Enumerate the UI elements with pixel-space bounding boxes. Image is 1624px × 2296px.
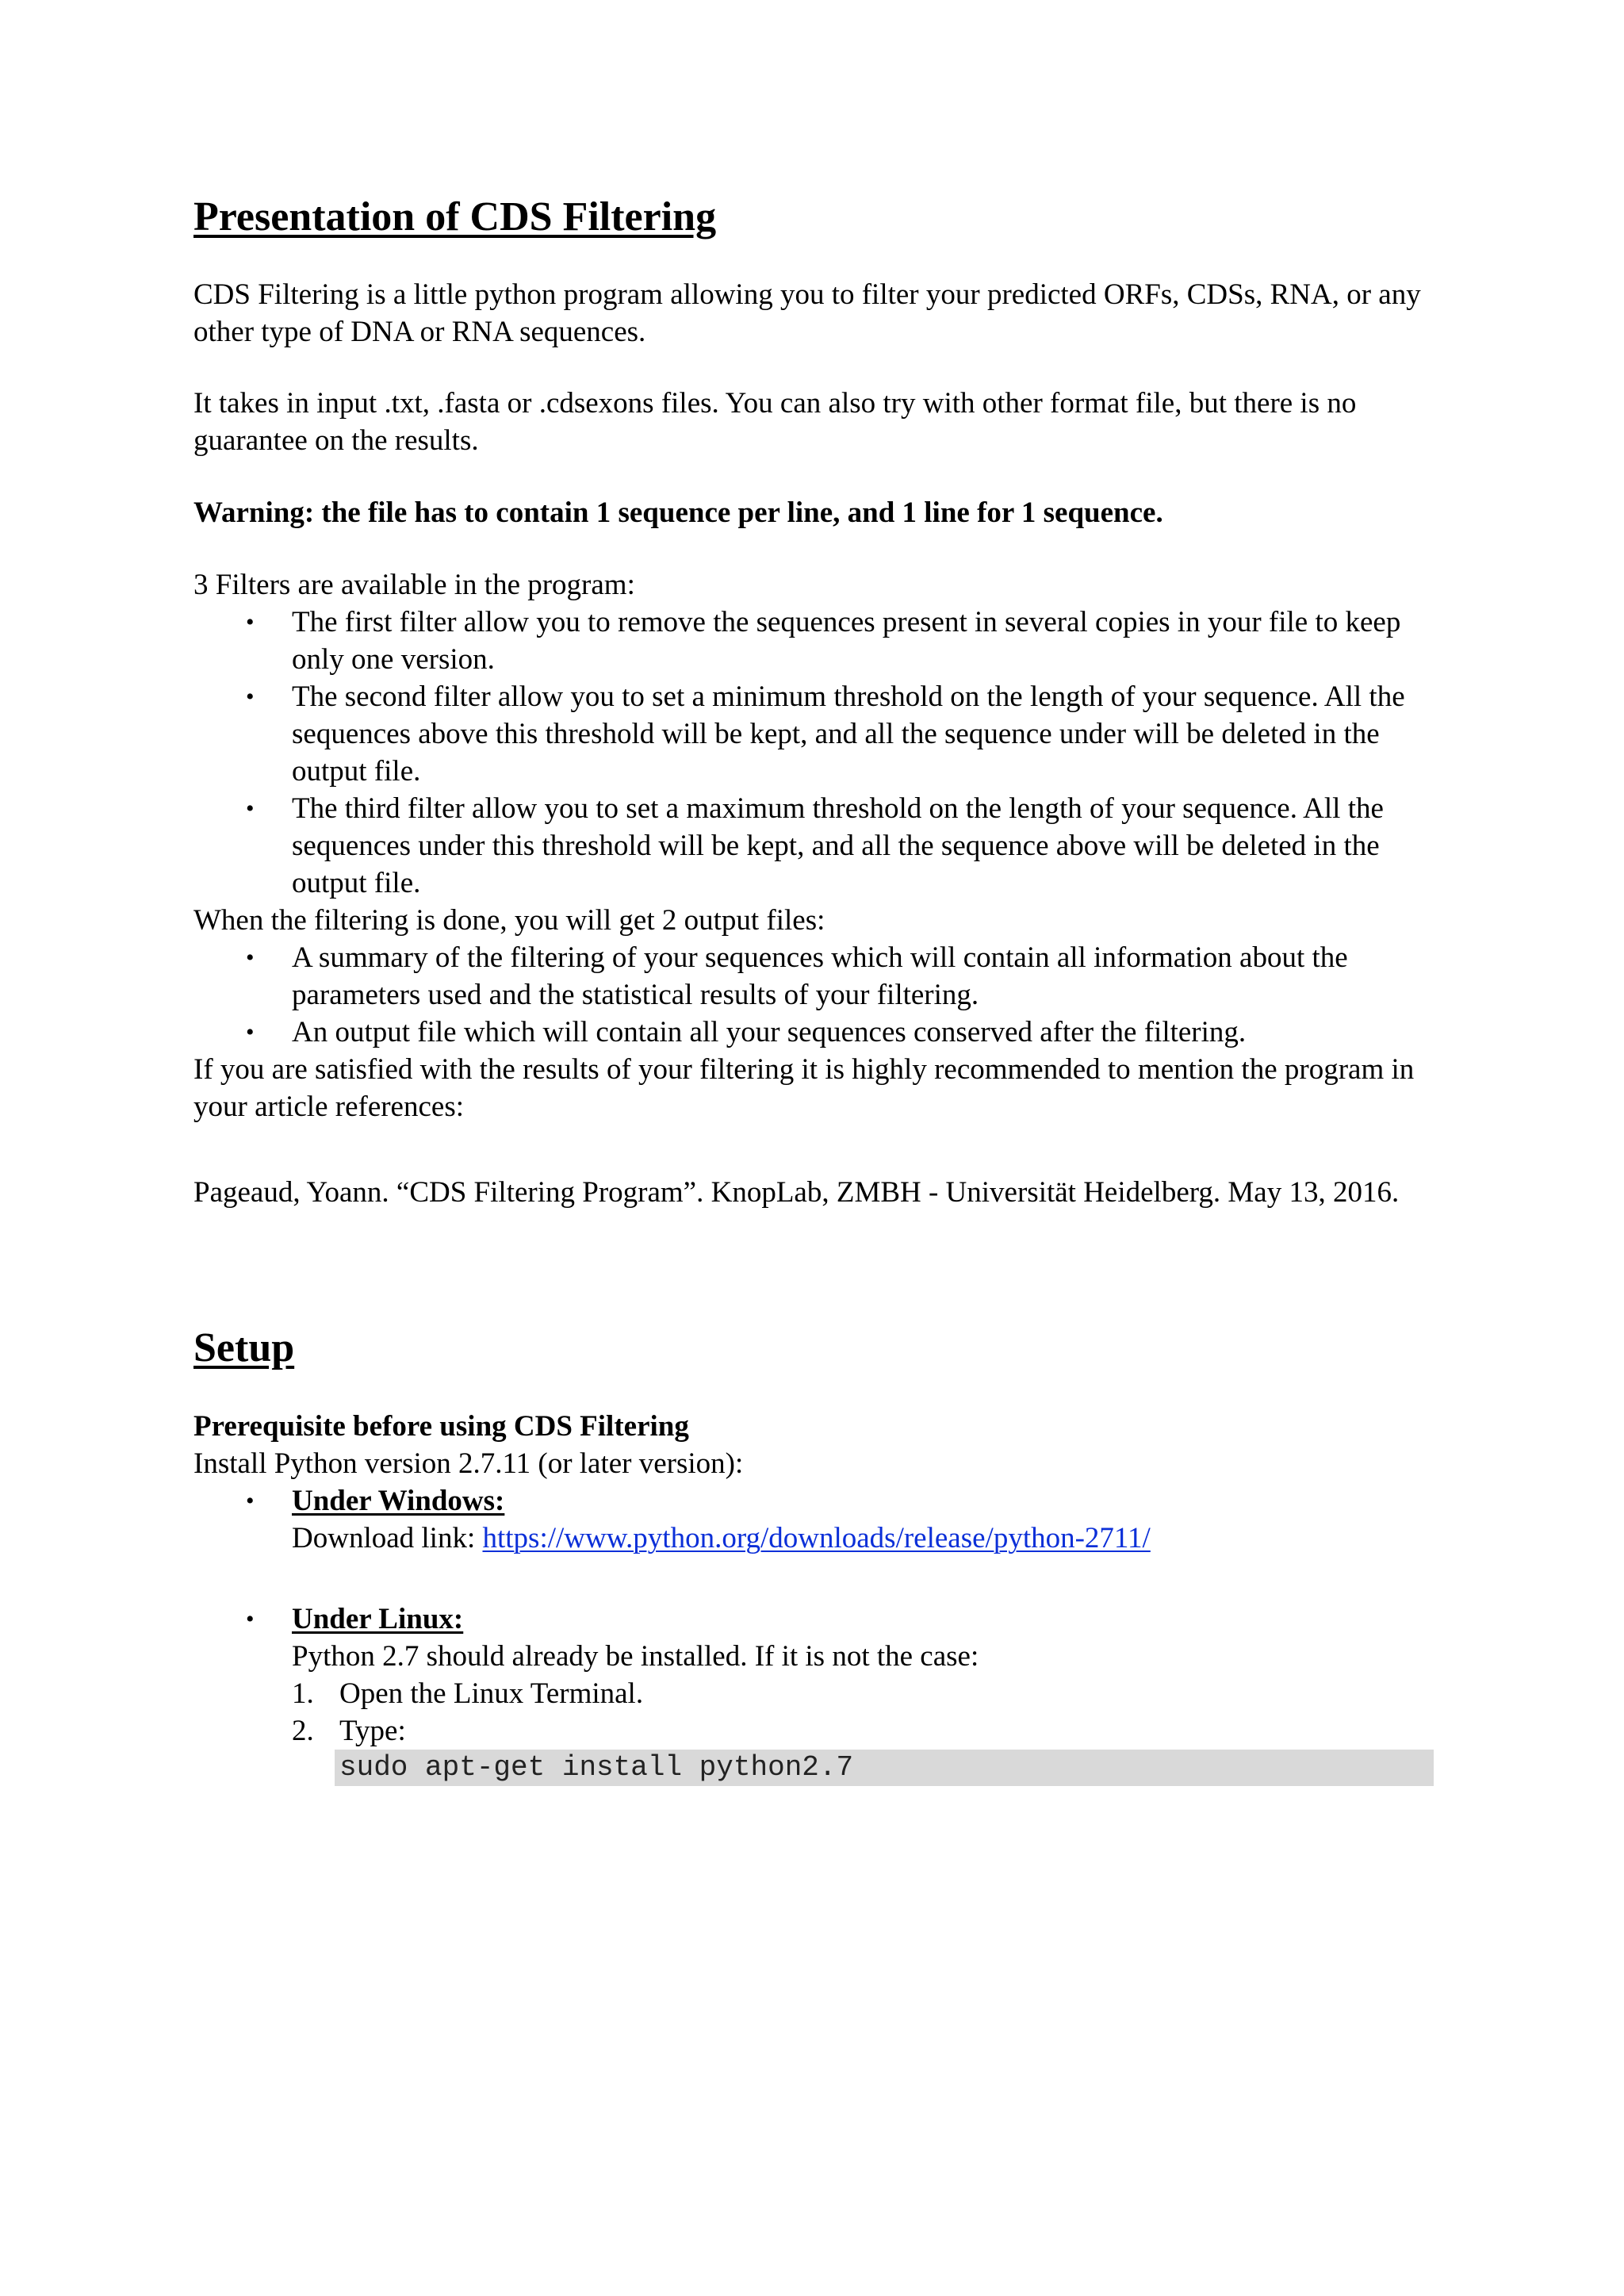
presentation-heading: Presentation of CDS Filtering: [193, 194, 717, 240]
os-list-linux: [193, 1600, 1446, 1786]
filter-item-text: The first filter allow you to remove the sequences present in several copies in your file to keep only one version.: [292, 606, 1401, 676]
step-number: 2.: [292, 1715, 314, 1747]
list-item-linux: [193, 1600, 1446, 1786]
list-item: [193, 678, 1446, 790]
list-item: [193, 1014, 1446, 1051]
warning-text: Warning: the file has to contain 1 sequence per line, and 1 line for 1 sequence.: [193, 496, 1163, 529]
download-prefix: Download link:: [292, 1522, 483, 1554]
bullet-icon: •: [246, 1019, 255, 1045]
citation-block: [193, 1174, 1446, 1211]
filters-block: [193, 566, 1446, 1125]
presentation-section: [193, 194, 1446, 241]
bullet-icon: •: [246, 1606, 255, 1632]
outputs-list: [193, 939, 1446, 1051]
python-download-link[interactable]: https://www.python.org/downloads/release/python-2711/: [482, 1522, 1151, 1554]
bullet-icon: •: [246, 1488, 255, 1514]
filter-item-text: The third filter allow you to set a maximum threshold on the length of your sequence. All the sequences under this threshold will be kept, and all the sequence above will be deleted in the output file.: [292, 792, 1384, 899]
bullet-icon: •: [246, 795, 255, 822]
filters-intro: 3 Filters are available in the program:: [193, 569, 635, 601]
linux-step: [292, 1675, 1446, 1712]
filter-item-text: The second filter allow you to set a minimum threshold on the length of your sequence. All the sequences above this threshold will be kept, and all the sequence under will be deleted in the output file.: [292, 680, 1405, 788]
bullet-icon: •: [246, 684, 255, 710]
outputs-intro: When the filtering is done, you will get 2 output files:: [193, 904, 825, 937]
intro-paragraph: CDS Filtering is a little python program allowing you to filter your predicted ORFs, CDSs, RNA, or any other type of DNA or RNA sequences.: [193, 278, 1421, 348]
list-item-windows: [193, 1482, 1446, 1557]
os-list: [193, 1482, 1446, 1557]
bullet-icon: •: [246, 945, 255, 971]
intro-paragraph-block: [193, 276, 1446, 351]
step-text: Open the Linux Terminal.: [339, 1677, 644, 1710]
recommendation-paragraph: If you are satisfied with the results of your filtering it is highly recommended to mention the program in your article references:: [193, 1053, 1415, 1123]
output-item-text: An output file which will contain all your sequences conserved after the filtering.: [292, 1016, 1247, 1048]
setup-section: [193, 1324, 1446, 1372]
list-item: [193, 604, 1446, 678]
step-text: Type:: [339, 1715, 406, 1747]
prereq-block: [193, 1408, 1446, 1557]
linux-note: Python 2.7 should already be installed. If it is not the case:: [292, 1640, 979, 1673]
windows-label: Under Windows:: [292, 1485, 505, 1517]
input-formats-block: [193, 385, 1446, 459]
linux-label: Under Linux:: [292, 1603, 464, 1635]
step-number: 1.: [292, 1677, 314, 1710]
install-line: Install Python version 2.7.11 (or later version):: [193, 1447, 744, 1480]
citation-text: Pageaud, Yoann. “CDS Filtering Program”. KnopLab, ZMBH - Universität Heidelberg. May 13, 2016.: [193, 1176, 1400, 1209]
prereq-heading: Prerequisite before using CDS Filtering: [193, 1410, 689, 1443]
linux-step: [292, 1712, 1446, 1786]
filters-list: [193, 604, 1446, 902]
windows-download-line: [292, 1520, 1446, 1557]
list-item: [193, 790, 1446, 902]
input-formats-paragraph: It takes in input .txt, .fasta or .cdsexons files. You can also try with other format file, but there is no guarantee on the results.: [193, 387, 1357, 457]
setup-heading: Setup: [193, 1325, 295, 1370]
output-item-text: A summary of the filtering of your sequences which will contain all information about the parameters used and the statistical results of your filtering.: [292, 941, 1348, 1011]
list-item: [193, 939, 1446, 1014]
warning-block: [193, 494, 1446, 531]
bullet-icon: •: [246, 609, 255, 635]
linux-block: [193, 1600, 1446, 1786]
install-command-code: sudo apt-get install python2.7: [335, 1750, 1434, 1786]
